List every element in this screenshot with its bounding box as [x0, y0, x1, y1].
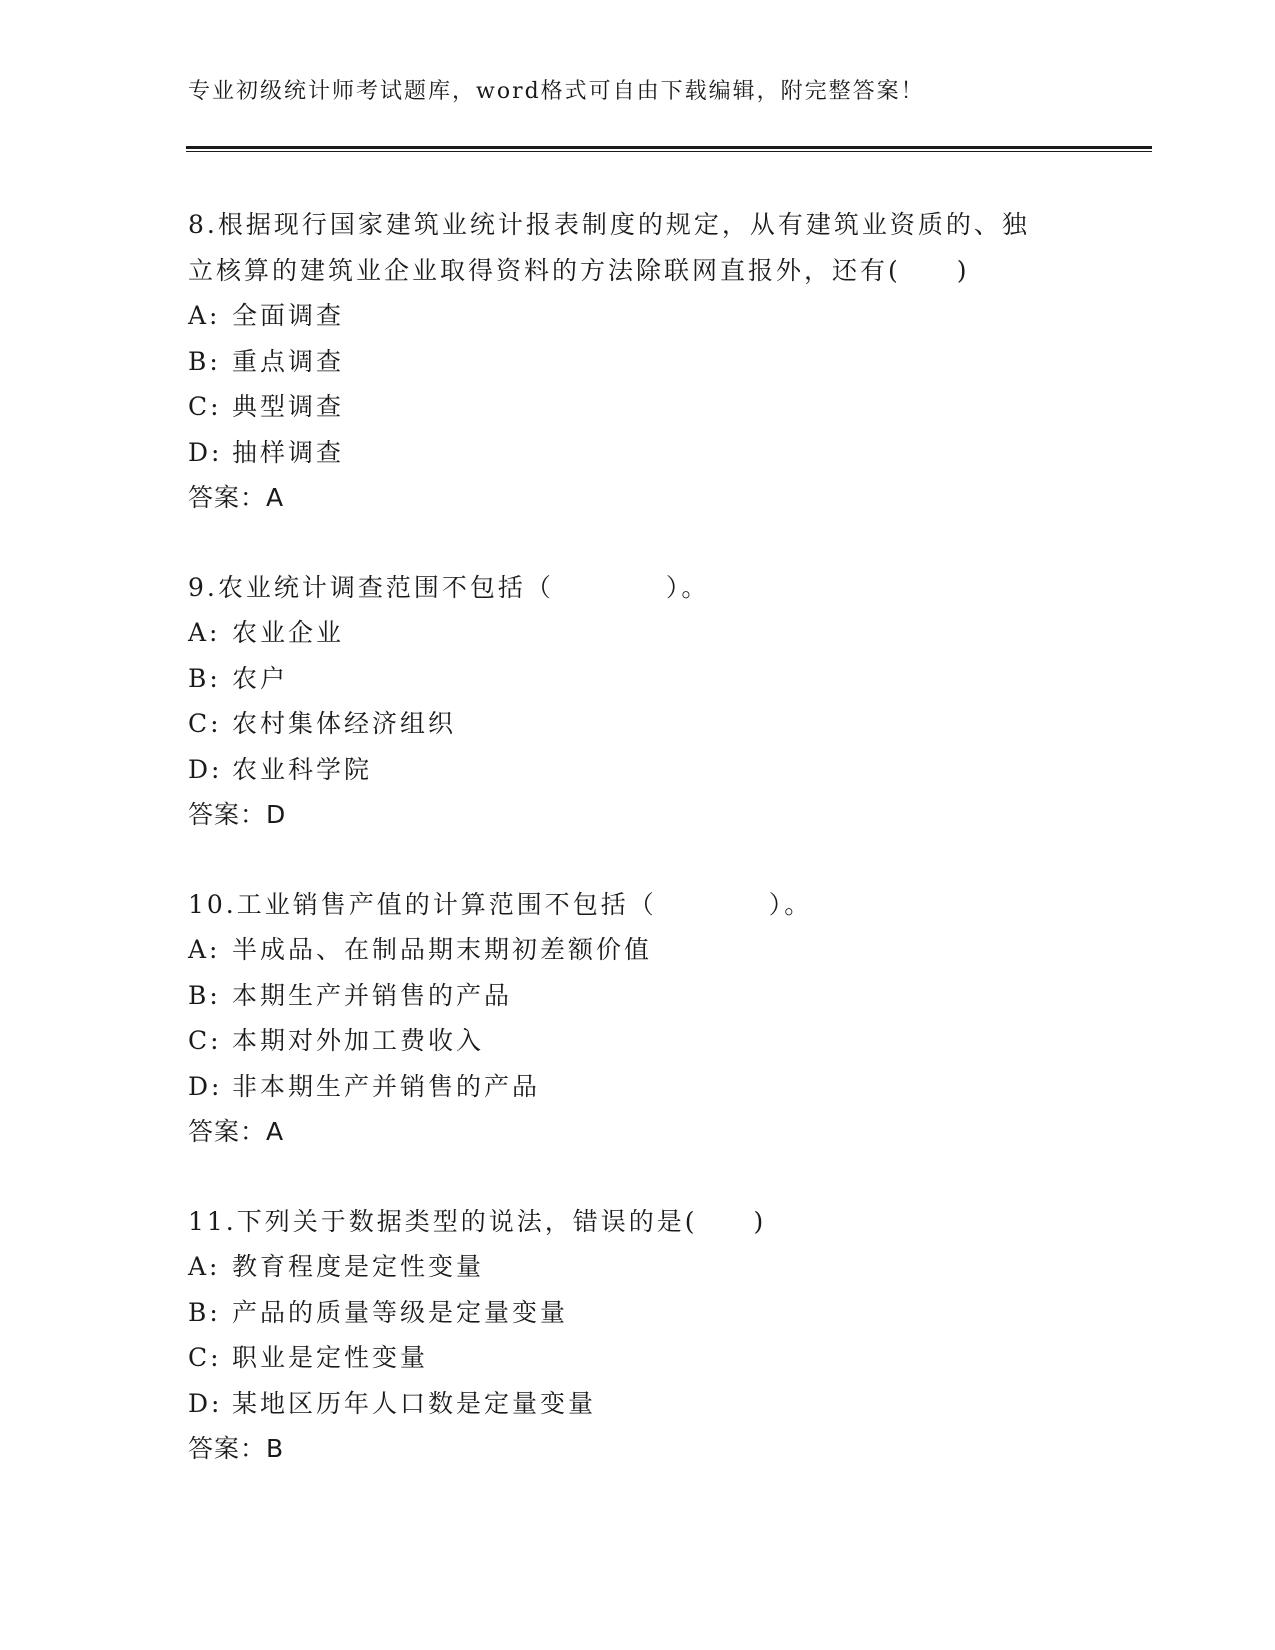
option-a — [188, 610, 1088, 656]
option-letter: D: — [188, 1071, 223, 1101]
option-text: 本期对外加工费收入 — [232, 1026, 485, 1055]
option-text: 全面调查 — [232, 301, 345, 330]
option-letter: A: — [188, 935, 221, 964]
question-stem: 11.下列关于数据类型的说法，错误的是( ) — [188, 1206, 767, 1236]
question-item — [188, 882, 1088, 1155]
option-letter: C: — [188, 1343, 222, 1372]
option-text: 抽样调查 — [232, 437, 345, 467]
option-text: 典型调查 — [232, 392, 345, 421]
option-text: 农业科学院 — [232, 754, 373, 784]
option-b — [188, 656, 1088, 702]
option-letter: B: — [188, 346, 221, 376]
option-c — [188, 701, 1088, 747]
option-c — [188, 1018, 1088, 1064]
option-letter: B: — [188, 1297, 221, 1327]
answer-line: 答案：A — [188, 1117, 285, 1146]
option-letter: D: — [188, 437, 223, 467]
option-d — [188, 430, 1088, 476]
option-text: 职业是定性变量 — [232, 1343, 429, 1372]
answer-line: 答案：A — [188, 483, 285, 512]
option-b — [188, 1290, 1088, 1336]
option-letter: B: — [188, 980, 221, 1010]
question-stem: 10.工业销售产值的计算范围不包括（ ）。 — [188, 889, 813, 919]
question-stem: 8.根据现行国家建筑业统计报表制度的规定，从有建筑业资质的、独 — [188, 210, 1030, 239]
page-header-text: 专业初级统计师考试题库，word格式可自由下载编辑，附完整答案！ — [188, 79, 925, 104]
option-text: 本期生产并销售的产品 — [232, 980, 513, 1010]
option-letter: A: — [188, 618, 221, 647]
option-letter: D: — [188, 1388, 223, 1418]
option-text: 产品的质量等级是定量变量 — [232, 1297, 569, 1327]
question-stem: 立核算的建筑业企业取得资料的方法除联网直报外，还有( ) — [188, 255, 970, 285]
header-divider — [186, 146, 1152, 152]
option-c — [188, 1335, 1088, 1381]
option-text: 农村集体经济组织 — [232, 709, 457, 738]
question-list — [188, 202, 1088, 1516]
option-letter: B: — [188, 663, 221, 693]
option-text: 教育程度是定性变量 — [232, 1252, 485, 1281]
option-b — [188, 973, 1088, 1019]
option-c — [188, 384, 1088, 430]
option-letter: A: — [188, 1252, 221, 1281]
option-d — [188, 1064, 1088, 1110]
option-a — [188, 1244, 1088, 1290]
option-a — [188, 293, 1088, 339]
option-text: 半成品、在制品期末期初差额价值 — [232, 935, 653, 964]
option-text: 非本期生产并销售的产品 — [232, 1071, 541, 1101]
option-letter: C: — [188, 392, 222, 421]
option-a — [188, 927, 1088, 973]
question-item — [188, 202, 1088, 521]
option-d — [188, 1381, 1088, 1427]
option-text: 农户 — [232, 663, 289, 693]
answer-line: 答案：D — [188, 800, 287, 829]
question-item — [188, 1199, 1088, 1472]
option-b — [188, 339, 1088, 385]
answer-line: 答案：B — [188, 1434, 285, 1463]
option-letter: C: — [188, 1026, 222, 1055]
option-text: 某地区历年人口数是定量变量 — [232, 1388, 597, 1418]
question-item — [188, 565, 1088, 838]
option-letter: C: — [188, 709, 222, 738]
option-letter: A: — [188, 301, 221, 330]
option-text: 重点调查 — [232, 346, 345, 376]
option-letter: D: — [188, 754, 223, 784]
option-d — [188, 747, 1088, 793]
option-text: 农业企业 — [232, 618, 345, 647]
question-stem: 9.农业统计调查范围不包括（ ）。 — [188, 572, 710, 602]
